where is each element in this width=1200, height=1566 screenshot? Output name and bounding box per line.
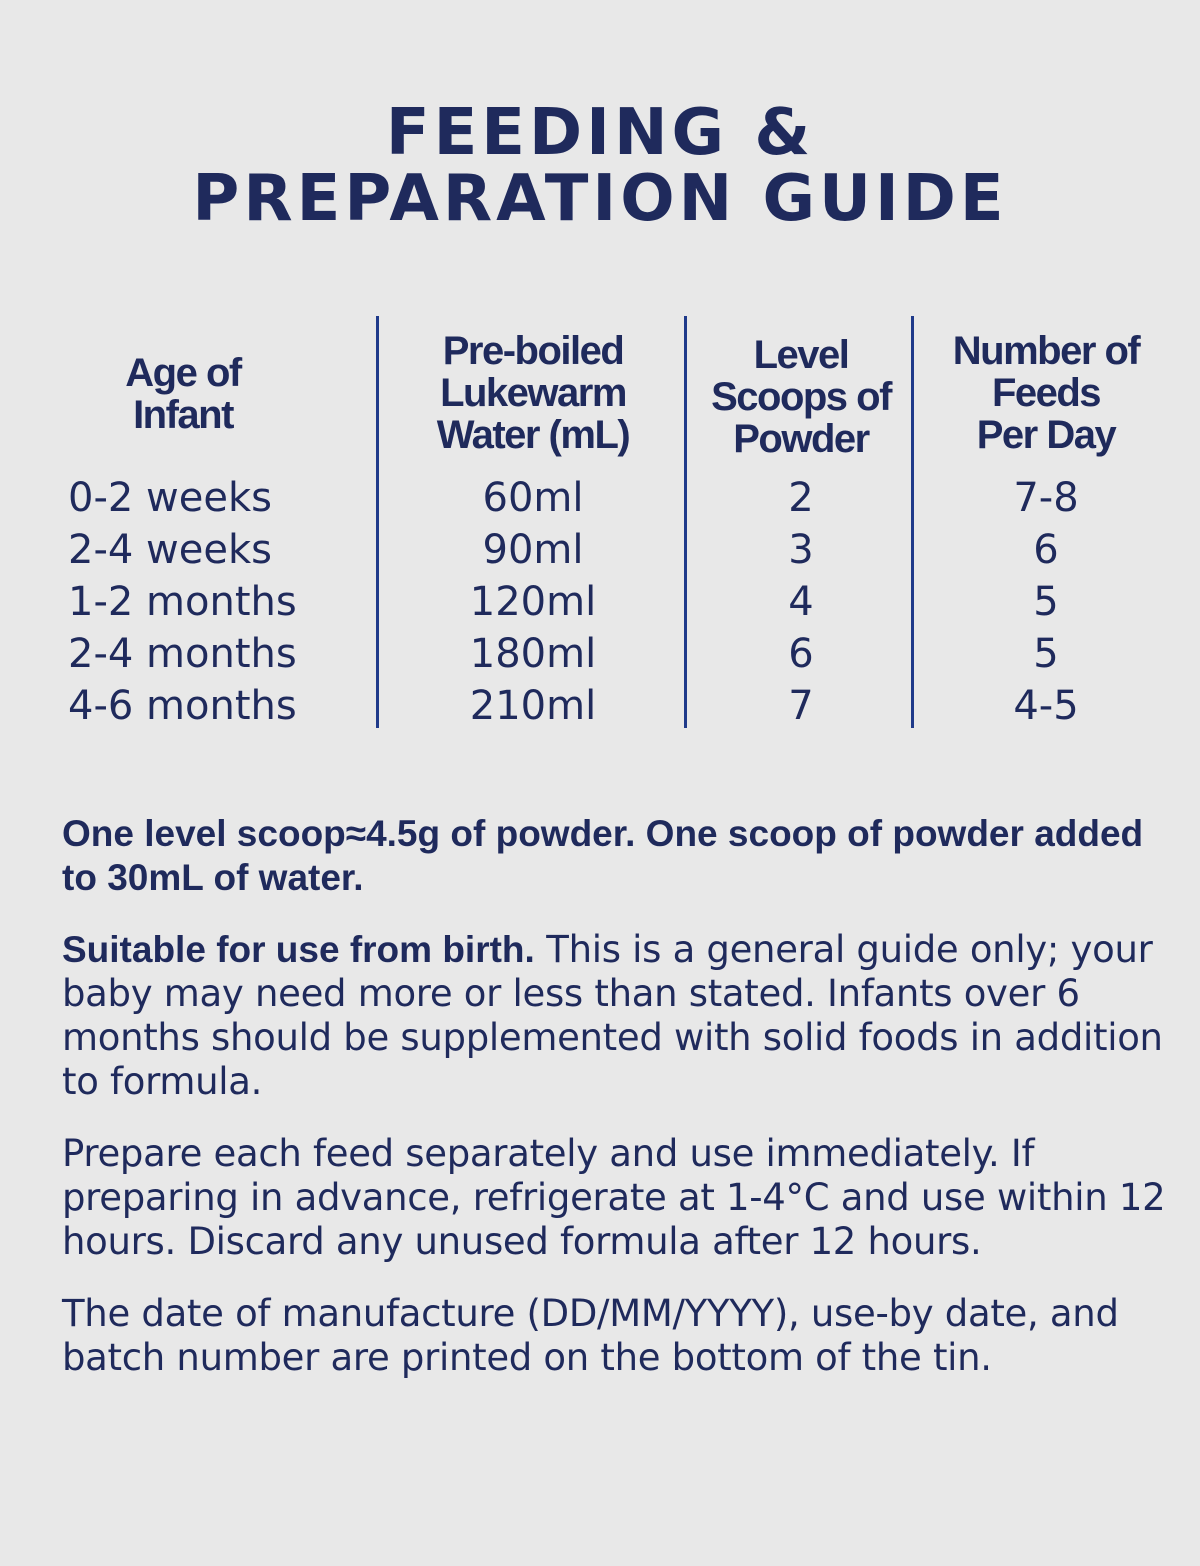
date-info-note: The date of manufacture (DD/MM/YYYY), use-by date, and batch number are printed on the bottom of the tin. xyxy=(62,1292,1119,1379)
cell-age: 4-6 months xyxy=(68,683,297,729)
table-row xyxy=(0,524,1200,576)
cell-feeds: 4-5 xyxy=(1013,683,1079,729)
suitability-text: This is a general guide only; your baby may need more or less than stated. Infants over 6 months should be supplemented with solid foods in addition to formula. xyxy=(62,928,1163,1103)
header-feeds: Number of Feeds Per Day xyxy=(952,329,1140,457)
table-row xyxy=(0,680,1200,732)
cell-age: 2-4 weeks xyxy=(68,527,272,573)
preparation-note: Prepare each feed separately and use immediately. If preparing in advance, refrigerate at 1-4°C and use within 12 hours. Discard any unused formula after 12 hours. xyxy=(62,1132,1166,1263)
cell-scoops: 7 xyxy=(788,683,814,729)
title-line-1: FEEDING & xyxy=(385,96,815,170)
table-row xyxy=(0,576,1200,628)
cell-scoops: 6 xyxy=(788,631,814,677)
cell-age: 1-2 months xyxy=(68,579,297,625)
scoop-info: One level scoop≈4.5g of powder. One scoop of powder added to 30mL of water. xyxy=(62,813,1144,898)
cell-scoops: 3 xyxy=(788,527,814,573)
cell-scoops: 2 xyxy=(788,475,814,521)
table-row xyxy=(0,472,1200,524)
cell-feeds: 5 xyxy=(1033,579,1059,625)
title-line-2: PREPARATION GUIDE xyxy=(192,162,1008,236)
table-row xyxy=(0,628,1200,680)
suitability-strong: Suitable for use from birth. xyxy=(62,929,535,970)
feeding-table xyxy=(0,310,1200,730)
instructions xyxy=(62,812,1172,1408)
cell-age: 0-2 weeks xyxy=(68,475,272,521)
page-title xyxy=(0,96,1200,236)
cell-water: 60ml xyxy=(482,475,584,521)
cell-feeds: 5 xyxy=(1033,631,1059,677)
header-water: Pre-boiled Lukewarm Water (mL) xyxy=(436,329,630,457)
suitability-note xyxy=(62,928,1172,1104)
cell-water: 210ml xyxy=(469,683,597,729)
header-scoops: Level Scoops of Powder xyxy=(711,333,891,461)
cell-feeds: 7-8 xyxy=(1013,475,1079,521)
cell-age: 2-4 months xyxy=(68,631,297,677)
cell-scoops: 4 xyxy=(788,579,814,625)
cell-water: 120ml xyxy=(469,579,597,625)
header-age: Age of Infant xyxy=(125,351,241,437)
cell-water: 90ml xyxy=(482,527,584,573)
cell-feeds: 6 xyxy=(1033,527,1059,573)
cell-water: 180ml xyxy=(469,631,597,677)
